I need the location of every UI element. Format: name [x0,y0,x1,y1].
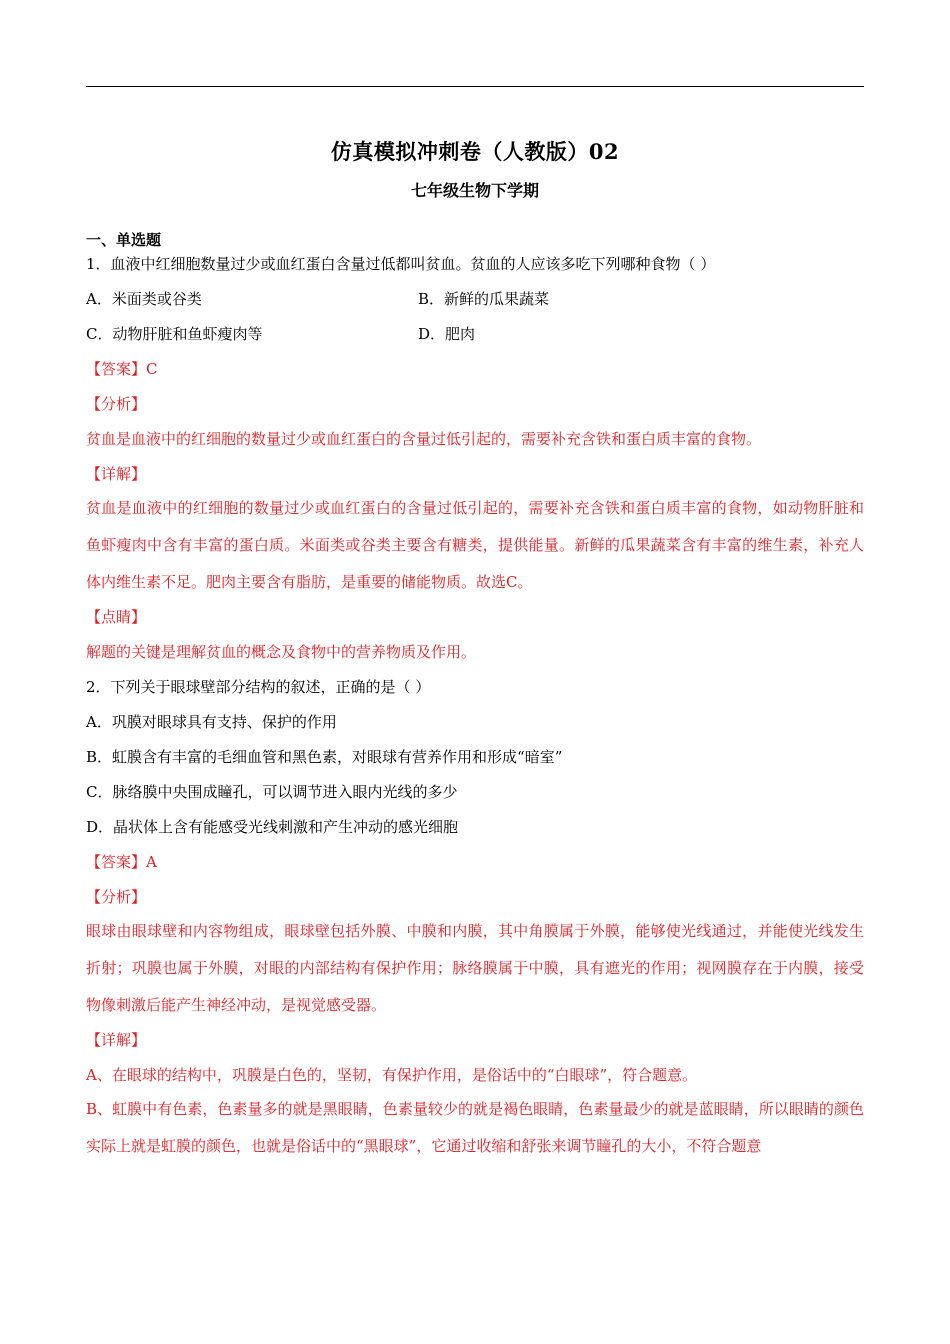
option-b: B．虹膜含有丰富的毛细血管和黑色素，对眼球有营养作用和形成“暗室” [86,748,563,766]
page-title: 仿真模拟冲刺卷（人教版）02 [330,139,620,164]
detail-a-text: A、在眼球的结构中，巩膜是白色的，坚韧，有保护作用，是俗话中的“白眼球”，符合题意。 [86,1066,698,1084]
page-subtitle: 七年级生物下学期 [410,181,539,200]
option-c: C．脉络膜中央围成瞳孔，可以调节进入眼内光线的多少 [86,783,458,801]
analysis-label: 【分析】 [86,888,147,906]
option-a: A．巩膜对眼球具有支持、保护的作用 [86,713,337,731]
comment-label: 【点睛】 [86,608,147,626]
detail-label: 【详解】 [86,1031,147,1049]
option-a: A．米面类或谷类 [86,290,202,308]
detail-text: 贫血是血液中的红细胞的数量过少或血红蛋白的含量过低引起的，需要补充含铁和蛋白质丰富的食物，如动物肝脏和鱼虾瘦肉中含有丰富的蛋白质。米面类或谷类主要含有糖类，提供能量。新鲜的瓜果蔬菜含有丰富的维生素，补充人体内维生素不足。肥肉主要含有脂肪，是重要的储能物质。故选C。 [86,499,864,591]
question-1 [86,252,864,664]
option-d: D．晶状体上含有能感受光线刺激和产生冲动的感光细胞 [86,818,459,836]
detail-label: 【详解】 [86,465,147,483]
question-stem: 2．下列关于眼球壁部分结构的叙述，正确的是（ ） [86,678,431,696]
header-rule [86,86,864,87]
option-d: D．肥肉 [418,325,476,343]
option-c: C．动物肝脏和鱼虾瘦肉等 [86,325,263,343]
option-row [86,322,864,346]
option-b: B．新鲜的瓜果蔬菜 [418,290,550,308]
comment-text: 解题的关键是理解贫血的概念及食物中的营养物质及作用。 [86,643,477,661]
section-heading: 一、单选题 [86,231,162,249]
answer-label: 【答案】A [86,853,157,871]
question-2 [86,675,864,1165]
document-body [86,228,864,1169]
question-stem: 1．血液中红细胞数量过少或血红蛋白含量过低都叫贫血。贫血的人应该多吃下列哪种食物（ ） [86,255,716,273]
answer-label: 【答案】C [86,360,158,378]
analysis-text: 贫血是血液中的红细胞的数量过少或血红蛋白的含量过低引起的，需要补充含铁和蛋白质丰富的食物。 [86,430,762,448]
detail-b-text: B、虹膜中有色素，色素量多的就是黑眼睛，色素量较少的就是褐色眼睛，色素量最少的就是蓝眼睛，所以眼睛的颜色实际上就是虹膜的颜色，也就是俗话中的“黑眼球”，它通过收缩和舒张来调节瞳孔的大小，不符合题意 [86,1100,864,1155]
analysis-label: 【分析】 [86,395,147,413]
analysis-text: 眼球由眼球壁和内容物组成，眼球壁包括外膜、中膜和内膜，其中角膜属于外膜，能够使光线通过，并能使光线发生折射；巩膜也属于外膜，对眼的内部结构有保护作用；脉络膜属于中膜，具有遮光的作用；视网膜存在于内膜，接受物像刺激后能产生神经冲动，是视觉感受器。 [86,922,864,1014]
option-row [86,287,864,311]
